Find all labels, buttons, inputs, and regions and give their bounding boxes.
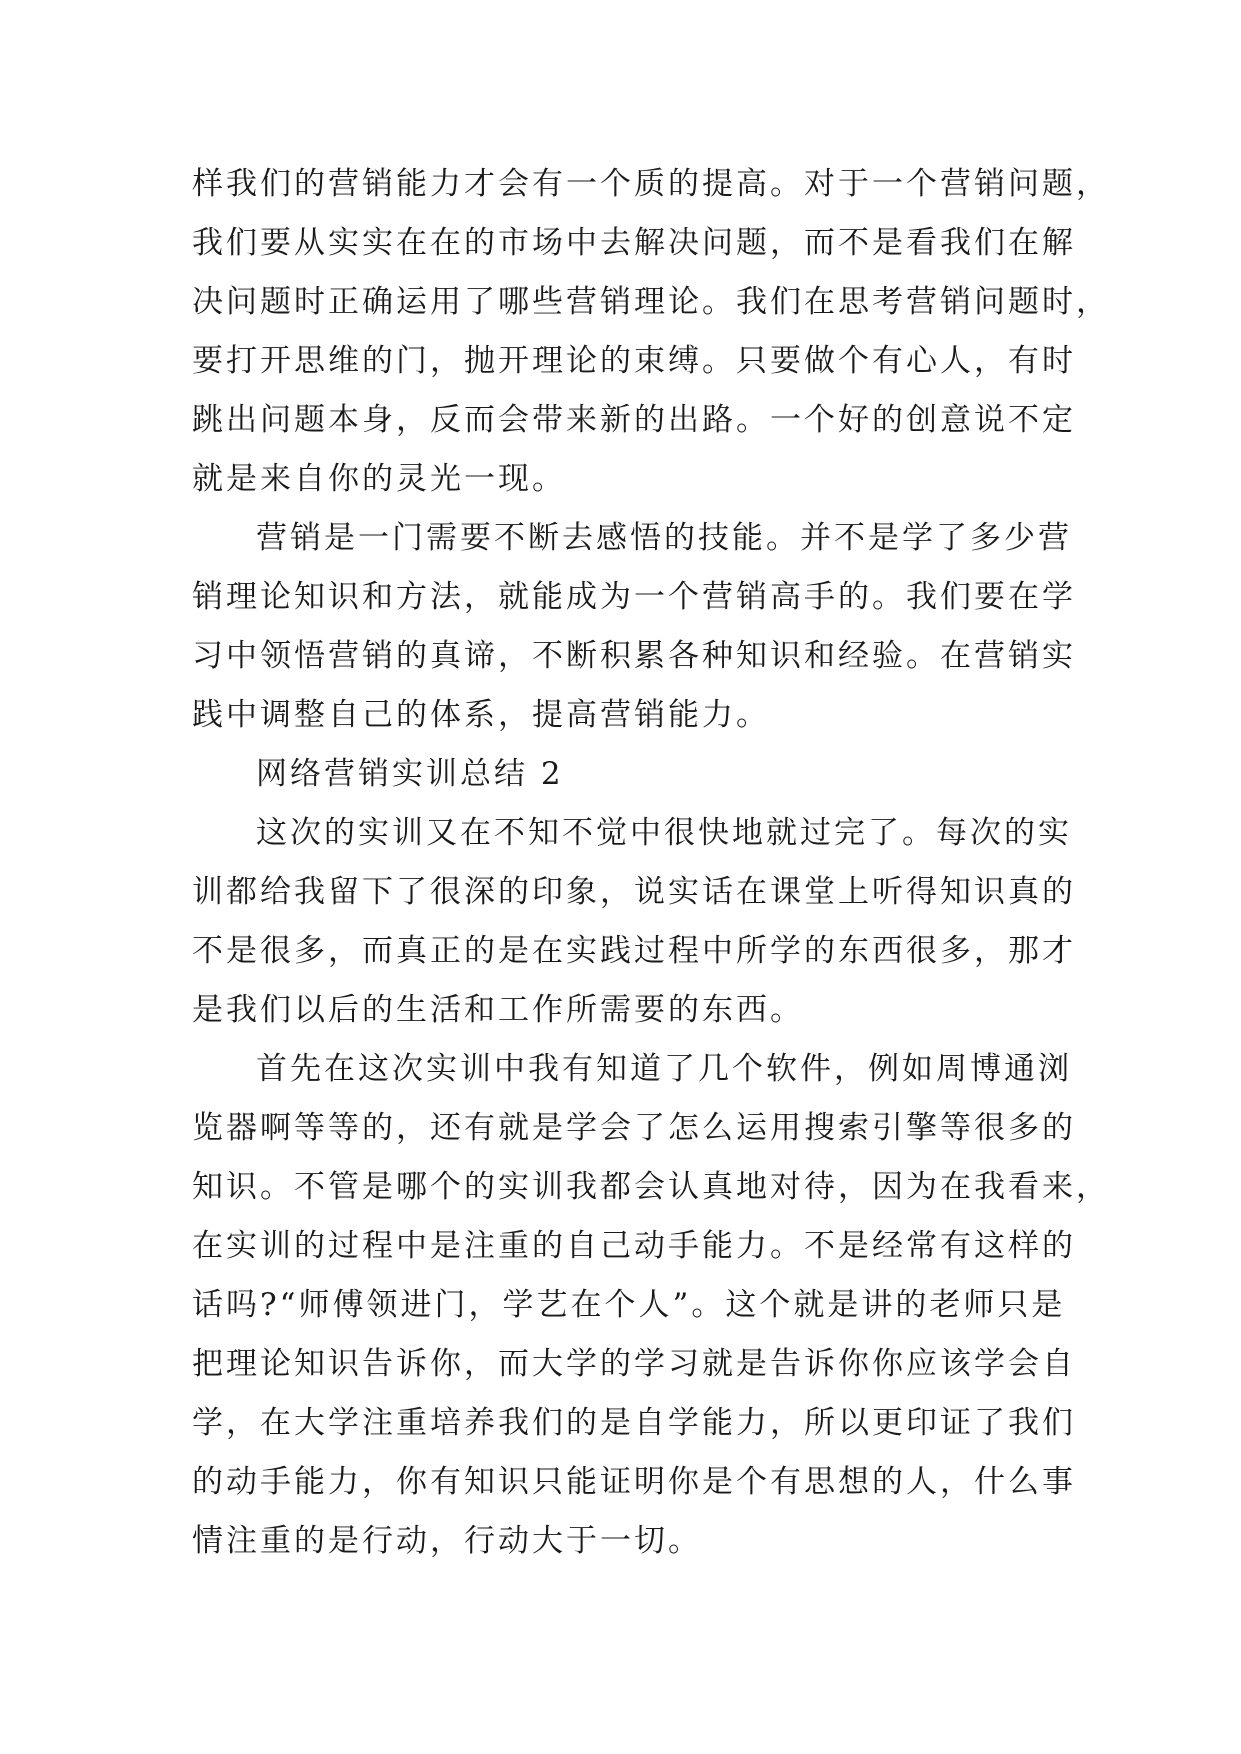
text-line: 要打开思维的门，抛开理论的束缚。只要做个有心人，有时 — [192, 343, 1076, 379]
text-line: 就是来自你的灵光一现。 — [192, 461, 566, 497]
paragraph-3 — [192, 804, 1076, 1040]
text-line: 是我们以后的生活和工作所需要的东西。 — [192, 992, 804, 1028]
text-line: 览器啊等等的，还有就是学会了怎么运用搜索引擎等很多的 — [192, 1110, 1076, 1146]
text-line: 话吗?“师傅领进门，学艺在个人”。这个就是讲的老师只是 — [192, 1287, 1066, 1323]
paragraph-2 — [192, 509, 1076, 745]
text-line: 把理论知识告诉你，而大学的学习就是告诉你你应该学会自 — [192, 1346, 1076, 1382]
text-line: 这次的实训又在不知不觉中很快地就过完了。每次的实 — [256, 815, 1072, 851]
paragraph-1 — [192, 155, 1110, 509]
section-title: 网络营销实训总结 2 — [256, 756, 564, 792]
section-heading — [192, 745, 1072, 804]
text-line: 跳出问题本身，反而会带来新的出路。一个好的创意说不定 — [192, 402, 1076, 438]
text-line: 训都给我留下了很深的印象，说实话在课堂上听得知识真的 — [192, 874, 1076, 910]
text-line: 学，在大学注重培养我们的是自学能力，所以更印证了我们 — [192, 1405, 1076, 1441]
text-line: 践中调整自己的体系，提高营销能力。 — [192, 697, 770, 733]
document-body — [192, 155, 1110, 1571]
text-line: 在实训的过程中是注重的自己动手能力。不是经常有这样的 — [192, 1228, 1076, 1264]
text-line: 销理论知识和方法，就能成为一个营销高手的。我们要在学 — [192, 579, 1076, 615]
text-line: 营销是一门需要不断去感悟的技能。并不是学了多少营 — [256, 520, 1072, 556]
text-line: 知识。不管是哪个的实训我都会认真地对待，因为在我看来， — [192, 1169, 1110, 1205]
paragraph-4 — [192, 1040, 1110, 1571]
text-line: 的动手能力，你有知识只能证明你是个有思想的人，什么事 — [192, 1464, 1076, 1500]
text-line: 样我们的营销能力才会有一个质的提高。对于一个营销问题， — [192, 166, 1110, 202]
text-line: 习中领悟营销的真谛，不断积累各种知识和经验。在营销实 — [192, 638, 1076, 674]
text-line: 我们要从实实在在的市场中去解决问题，而不是看我们在解 — [192, 225, 1076, 261]
text-line: 情注重的是行动，行动大于一切。 — [192, 1523, 702, 1559]
text-line: 决问题时正确运用了哪些营销理论。我们在思考营销问题时， — [192, 284, 1110, 320]
text-line: 不是很多，而真正的是在实践过程中所学的东西很多，那才 — [192, 933, 1076, 969]
text-line: 首先在这次实训中我有知道了几个软件，例如周博通浏 — [256, 1051, 1072, 1087]
